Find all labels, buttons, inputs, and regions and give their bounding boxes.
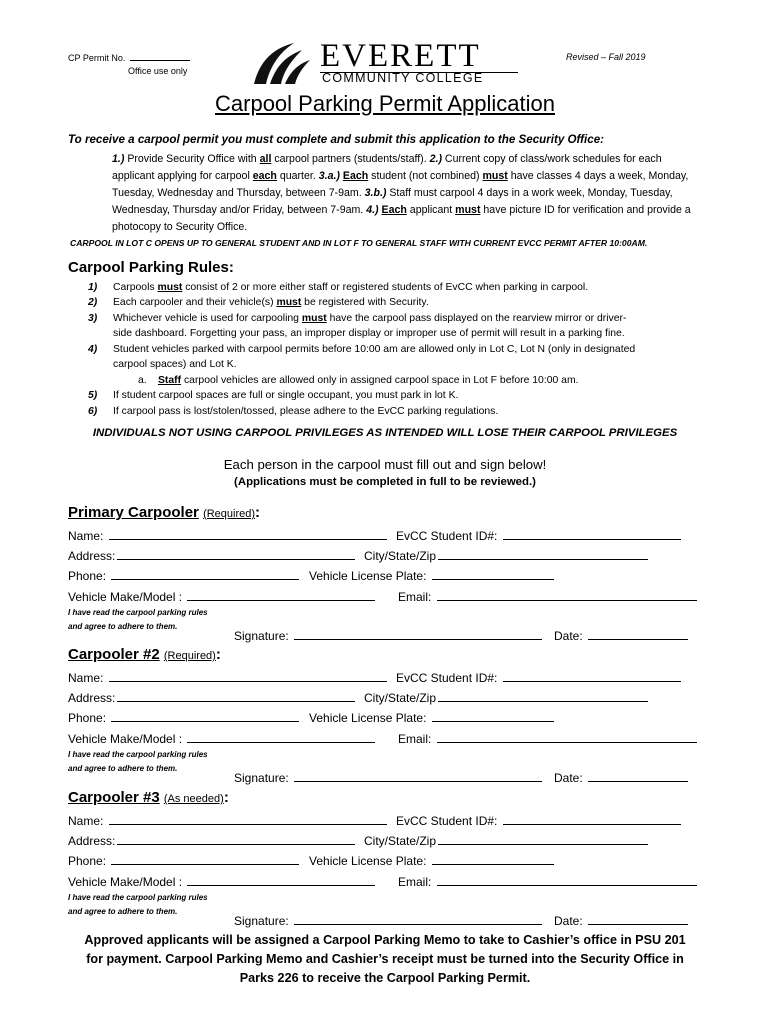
rule-text: If student carpool spaces are full or single occupant, you must park in lot K. — [113, 390, 459, 401]
rule-text: Each carpooler and their vehicle(s) must be registered with Security. — [113, 297, 429, 308]
rule-text: Student vehicles parked with carpool permits before 10:00 am are allowed only in Lot C, Lot N (only in designated — [113, 344, 636, 355]
address-field[interactable]: Address: — [68, 833, 357, 848]
rule-text-continued: side dashboard. Forgetting your pass, an improper display or improper use of permit will result in a parking fine. — [113, 328, 625, 339]
intro-step-1: 1.) Provide Security Office with all carpool partners (students/staff). — [112, 153, 427, 165]
office-use-label: Office use only — [128, 66, 188, 76]
lot-notice: CARPOOL IN LOT C OPENS UP TO GENERAL STUDENT AND IN LOT F TO GENERAL STAFF WITH CURRENT EVCC PERMIT AFTER 10:00AM. — [70, 238, 648, 248]
intro-heading: To receive a carpool permit you must complete and submit this application to the Security Office: — [68, 133, 605, 146]
city-field[interactable]: City/State/Zip — [364, 690, 650, 705]
name-field[interactable]: Name: — [68, 813, 389, 828]
make-model-field[interactable]: Vehicle Make/Model : — [68, 874, 377, 889]
email-field[interactable]: Email: — [398, 589, 699, 604]
student-id-field[interactable]: EvCC Student ID#: — [396, 813, 683, 828]
license-plate-field[interactable]: Vehicle License Plate: — [309, 710, 556, 725]
intro-paragraph — [112, 151, 706, 236]
page-title: Carpool Parking Permit Application — [215, 91, 555, 116]
rule-number: 3) — [88, 313, 98, 324]
city-field[interactable]: City/State/Zip — [364, 833, 650, 848]
rule-number: 4) — [88, 344, 98, 355]
name-field[interactable]: Name: — [68, 528, 389, 543]
email-field[interactable]: Email: — [398, 874, 699, 889]
rule-subitem-number: a. — [138, 375, 147, 386]
rule-text: If carpool pass is lost/stolen/tossed, please adhere to the EvCC parking regulations. — [113, 406, 499, 417]
signature-field[interactable]: Signature: — [234, 913, 544, 928]
license-plate-field[interactable]: Vehicle License Plate: — [309, 853, 556, 868]
phone-field[interactable]: Phone: — [68, 710, 301, 725]
instructions-line-2: (Applications must be completed in full to be reviewed.) — [234, 476, 536, 488]
city-field[interactable]: City/State/Zip — [364, 548, 650, 563]
rule-text: Whichever vehicle is used for carpooling must have the carpool pass displayed on the rearview mirror or driver- — [113, 313, 627, 324]
email-field[interactable]: Email: — [398, 731, 699, 746]
rule-number: 2) — [88, 297, 98, 308]
address-field[interactable]: Address: — [68, 690, 357, 705]
intro-step-2: 2.) Current copy of class/work schedules for each applicant applying for carpool each quarter. — [112, 153, 662, 182]
approval-note: Approved applicants will be assigned a Carpool Parking Memo to take to Cashier’s office in PSU 201 for payment. Carpool Parking Memo and Cashier’s receipt must be turned into the Security Office in Parks 226 to receive the Carpool Parking Permit. — [84, 933, 686, 985]
intro-step-3b: 3.b.) Staff must carpool 4 days in a work week, Monday, Tuesday, Wednesday, Thursday and/or Friday, between 7-9am. — [112, 187, 673, 216]
intro-step-4: 4.) Each applicant must have picture ID for verification and provide a photocopy to Security Office. — [112, 204, 691, 233]
date-field[interactable]: Date: — [554, 770, 690, 785]
section-primary-carpooler: Primary Carpooler (Required): — [68, 504, 261, 521]
address-field[interactable]: Address: — [68, 548, 357, 563]
make-model-field[interactable]: Vehicle Make/Model : — [68, 731, 377, 746]
rule-text-continued: carpool spaces) and Lot K. — [113, 359, 237, 370]
make-model-field[interactable]: Vehicle Make/Model : — [68, 589, 377, 604]
section-carpooler-3: Carpooler #3 (As needed): — [68, 789, 229, 806]
rule-number: 5) — [88, 390, 98, 401]
acknowledgement-text: I have read the carpool parking rules and agree to adhere to them. — [68, 893, 208, 916]
rule-subitem-text: Staff carpool vehicles are allowed only in assigned carpool space in Lot F before 10:00 am. — [158, 375, 579, 386]
instructions-line-1: Each person in the carpool must fill out and sign below! — [223, 457, 547, 472]
college-logo-icon — [250, 40, 312, 86]
license-plate-field[interactable]: Vehicle License Plate: — [309, 568, 556, 583]
section-carpooler-2: Carpooler #2 (Required): — [68, 646, 221, 663]
phone-field[interactable]: Phone: — [68, 853, 301, 868]
logo-wordmark: EVERETT — [320, 38, 481, 74]
signature-field[interactable]: Signature: — [234, 770, 544, 785]
rule-text: Carpools must consist of 2 or more either staff or registered students of EvCC when parking in carpool. — [113, 282, 589, 293]
signature-field[interactable]: Signature: — [234, 628, 544, 643]
student-id-field[interactable]: EvCC Student ID#: — [396, 670, 683, 685]
phone-field[interactable]: Phone: — [68, 568, 301, 583]
privileges-warning: INDIVIDUALS NOT USING CARPOOL PRIVILEGES AS INTENDED WILL LOSE THEIR CARPOOL PRIVILEGES — [92, 427, 678, 439]
rules-heading: Carpool Parking Rules: — [68, 259, 234, 276]
date-field[interactable]: Date: — [554, 913, 690, 928]
student-id-field[interactable]: EvCC Student ID#: — [396, 528, 683, 543]
name-field[interactable]: Name: — [68, 670, 389, 685]
acknowledgement-text: I have read the carpool parking rules and agree to adhere to them. — [68, 750, 208, 773]
rule-number: 6) — [88, 406, 98, 417]
rule-number: 1) — [88, 282, 98, 293]
college-logo — [250, 40, 520, 88]
date-field[interactable]: Date: — [554, 628, 690, 643]
intro-step-3a: 3.a.) Each student (not combined) must have classes 4 days a week, Monday, Tuesday, Wednesday and Thursday, between 7-9am. — [112, 170, 689, 199]
logo-subtitle: COMMUNITY COLLEGE — [322, 71, 484, 85]
permit-number-label: CP Permit No. — [68, 52, 192, 63]
revised-date: Revised – Fall 2019 — [566, 52, 646, 62]
acknowledgement-text: I have read the carpool parking rules and agree to adhere to them. — [68, 608, 208, 631]
